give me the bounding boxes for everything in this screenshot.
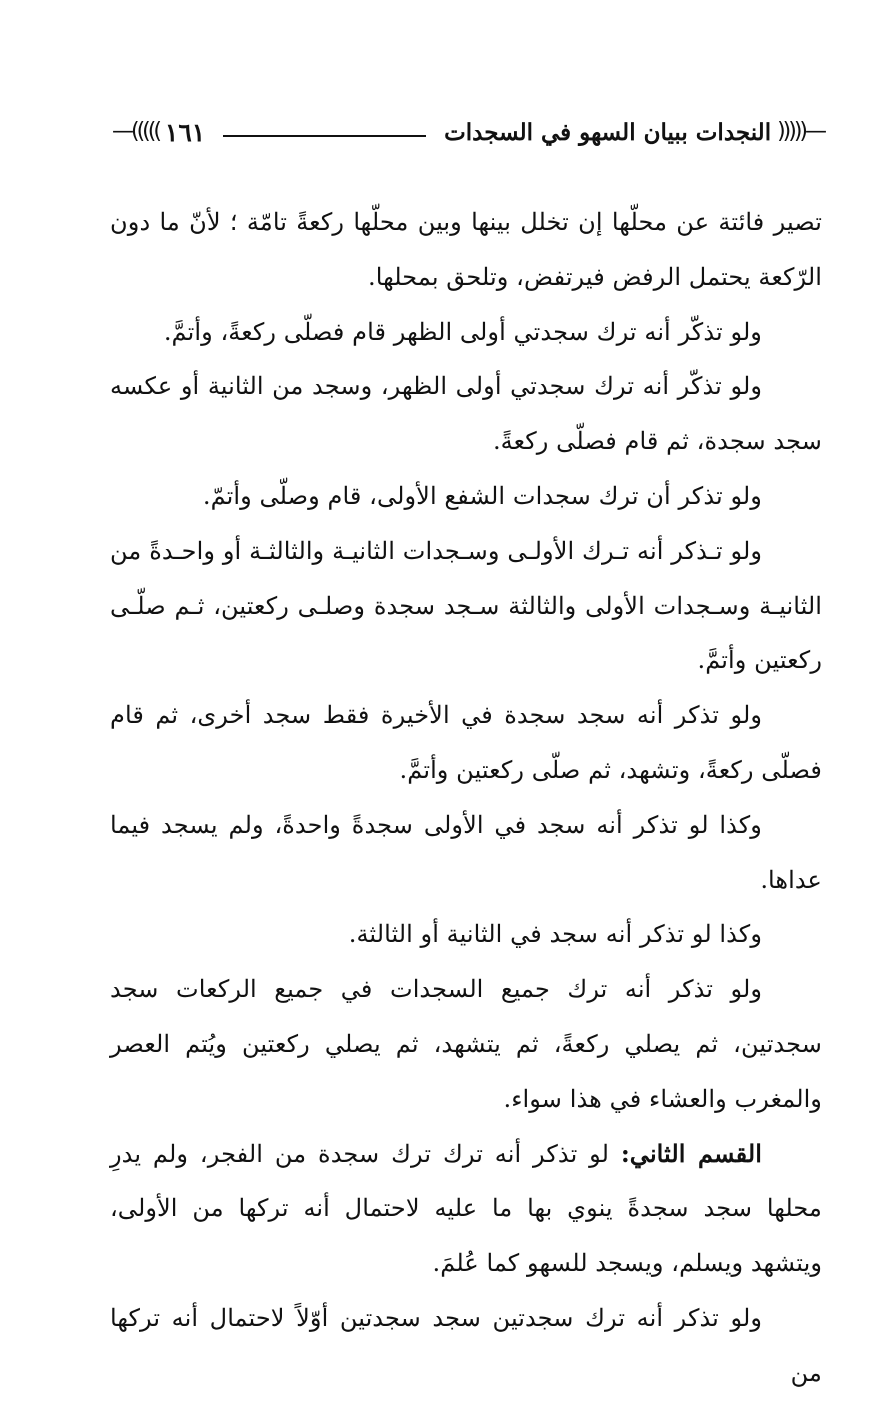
paragraph-text: ولو تذكر أن ترك سجدات الشفع الأولى، قام وصلّى وأتمّ. bbox=[202, 481, 762, 510]
paragraph-lead: القسم الثاني: bbox=[620, 1138, 762, 1168]
paragraph bbox=[110, 1127, 822, 1291]
paragraph bbox=[110, 195, 822, 305]
paragraph-text: لو تذكر أنه ترك ترك سجدة من الفجر، ولم يدرِ محلها سجد سجدةً ينوي بها ما عليه لاحتمال أنه تركها من الأولى، ويتشهد ويسلم، ويسجد للسهو كما عُلمَ. bbox=[110, 1139, 822, 1278]
paragraph bbox=[110, 524, 822, 688]
paragraph bbox=[110, 359, 822, 469]
paragraph-text: ولو تـذكر أنه تـرك الأولـى وسـجدات الثانيـة والثالثـة أو واحـدةً من الثانيـة وسـجدات الأولى والثالثة سـجد سجدة وصلـى ركعتين، ثـم صلّـى ركعتين وأتمَّ. bbox=[110, 536, 822, 675]
paragraph-text: وكذا لو تذكر أنه سجد في الأولى سجدةً واحدةً، ولم يسجد فيما عداها. bbox=[110, 810, 822, 894]
header-rule bbox=[223, 135, 426, 137]
running-header bbox=[112, 110, 824, 154]
paragraph-text: تصير فائتة عن محلّها إن تخلل بينها وبين محلّها ركعةً تامّة ؛ لأنّ ما دون الرّكعة يحتمل الرفض فيرتفض، وتلحق بمحلها. bbox=[110, 208, 822, 291]
paragraph bbox=[110, 305, 822, 360]
paragraph-text: ولو تذكّر أنه ترك سجدتي أولى الظهر، وسجد من الثانية أو عكسه سجد سجدة، ثم قام فصلّى ركعةً. bbox=[110, 372, 822, 456]
paragraph bbox=[110, 469, 822, 524]
page-number: ١٦١ bbox=[164, 117, 206, 147]
header-ornament-left: )))))— bbox=[112, 119, 159, 144]
paragraph bbox=[110, 962, 822, 1126]
paragraph-text: وكذا لو تذكر أنه سجد في الثانية أو الثالثة. bbox=[348, 920, 762, 949]
paragraph bbox=[110, 688, 822, 798]
paragraph bbox=[110, 1291, 822, 1401]
paragraph bbox=[110, 798, 822, 908]
paragraph-text: ولو تذكر أنه ترك سجدتين سجد سجدتين أوّلاً لاحتمال أنه تركها من bbox=[110, 1303, 822, 1387]
header-ornament-right: —((((( bbox=[777, 119, 824, 144]
paragraph-text: ولو تذكر أنه ترك جميع السجدات في جميع الركعات سجد سجدتين، ثم يصلي ركعةً، ثم يتشهد، ثم يصلي ركعتين ويُتم العصر والمغرب والعشاء في هذا سواء. bbox=[110, 975, 822, 1113]
running-title: النجدات ببيان السهو في السجدات bbox=[444, 118, 772, 146]
paragraph-text: ولو تذكّر أنه ترك سجدتي أولى الظهر قام فصلّى ركعةً، وأتمَّ. bbox=[163, 317, 762, 346]
body-text bbox=[110, 195, 822, 1401]
paragraph bbox=[110, 907, 822, 962]
paragraph-text: ولو تذكر أنه سجد سجدة في الأخيرة فقط سجد أخرى، ثم قام فصلّى ركعةً، وتشهد، ثم صلّى ركعتين وأتمَّ. bbox=[110, 701, 822, 784]
